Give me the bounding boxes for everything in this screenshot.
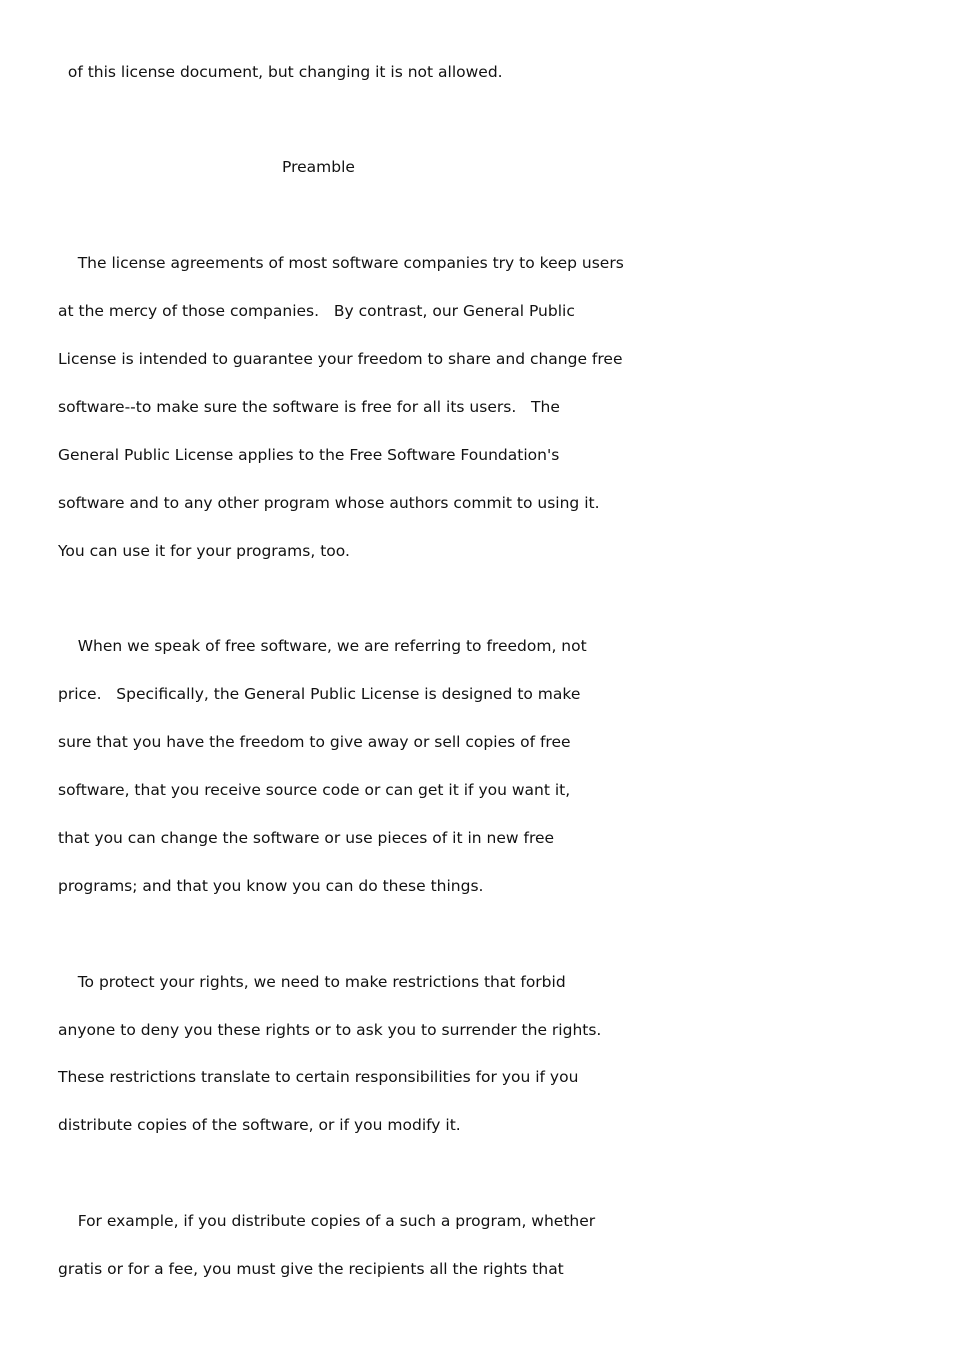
section-heading-preamble: Preamble xyxy=(282,158,355,176)
text-line: gratis or for a fee, you must give the recipients all the rights that xyxy=(58,1260,564,1278)
text-line: price. Specifically, the General Public License is designed to make xyxy=(58,685,581,703)
text-line: sure that you have the freedom to give away or sell copies of free xyxy=(58,733,571,751)
text-line: at the mercy of those companies. By contrast, our General Public xyxy=(58,302,575,320)
text-line: distribute copies of the software, or if you modify it. xyxy=(58,1116,461,1134)
text-line: You can use it for your programs, too. xyxy=(58,542,350,560)
text-line: of this license document, but changing it is not allowed. xyxy=(58,63,503,81)
text-line: When we speak of free software, we are referring to freedom, not xyxy=(58,637,587,655)
text-line: software and to any other program whose authors commit to using it. xyxy=(58,494,600,512)
text-line: The license agreements of most software companies try to keep users xyxy=(58,254,624,272)
text-line: software--to make sure the software is free for all its users. The xyxy=(58,398,560,416)
text-line: anyone to deny you these rights or to ask you to surrender the rights. xyxy=(58,1021,602,1039)
text-line: License is intended to guarantee your freedom to share and change free xyxy=(58,350,623,368)
text-line: General Public License applies to the Free Software Foundation's xyxy=(58,446,560,464)
text-line: that you can change the software or use pieces of it in new free xyxy=(58,829,555,847)
text-line: programs; and that you know you can do these things. xyxy=(58,877,484,895)
text-line: These restrictions translate to certain responsibilities for you if you xyxy=(58,1068,579,1086)
text-line: For example, if you distribute copies of a such a program, whether xyxy=(58,1212,596,1230)
text-line: To protect your rights, we need to make restrictions that forbid xyxy=(58,973,566,991)
text-line: software, that you receive source code or can get it if you want it, xyxy=(58,781,571,799)
